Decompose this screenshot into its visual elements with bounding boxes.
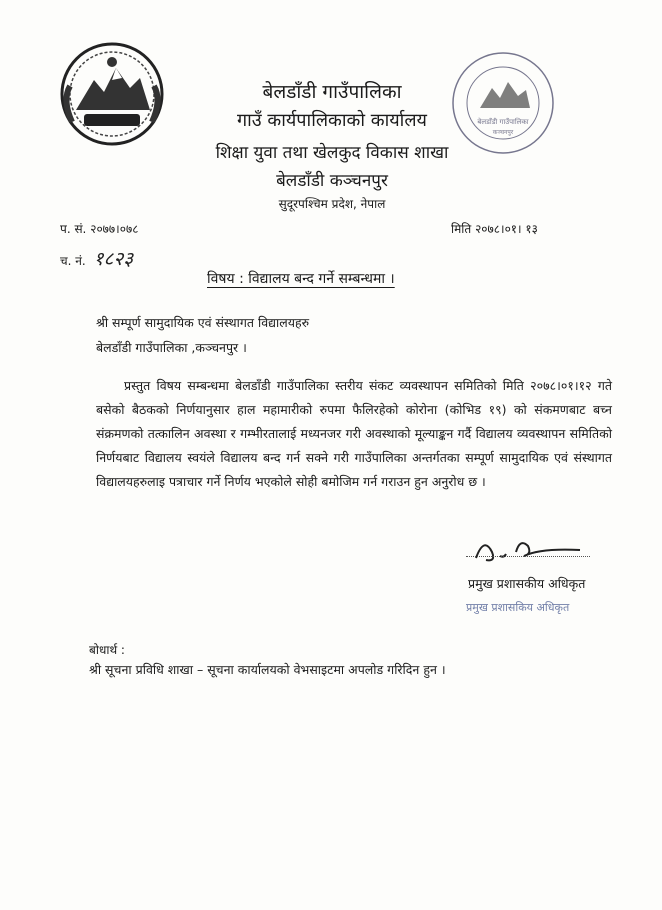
cc-label: बोधार्थ : bbox=[89, 643, 125, 657]
signatory-title: प्रमुख प्रशासकीय अधिकृत bbox=[468, 576, 586, 591]
date-label: मिति bbox=[451, 222, 472, 236]
ref-label: प. सं. bbox=[60, 222, 87, 236]
office-name: बेलडाँडी गाउँपालिका bbox=[262, 81, 402, 103]
svg-text:बेलडाँडी गाउँपालिका: बेलडाँडी गाउँपालिका bbox=[477, 118, 529, 126]
letter-ref-number bbox=[60, 220, 138, 237]
date-value: २०७८।०१। १३ bbox=[475, 222, 538, 236]
dispatch-number bbox=[60, 245, 133, 271]
letter-body: प्रस्तुत विषय सम्बन्धमा बेलडाँडी गाउँपालिका स्तरीय संकट व्यवस्थापन समितिको मिति २०७८।०१।१२ गते बसेको बैठकको निर्णयानुसार हाल महामारीको रुपमा फैलिरहेको कोरोना (कोभिड १९) को संकमणबाट बच्न संक्रमणको तत्कालिन अवस्था र गम्भीरतालाई मध्यनजर गरी अवस्थाको मूल्याङ्कन गर्दै विद्यालय व्यवस्थापन समितिको निर्णयबाट विद्यालय स्वयंले विद्यालय बन्द गर्न सक्ने गरी गाउँपालिका अन्तर्गतका सम्पूर्ण सामुदायिक एवं संस्थागत विद्यालयहरुलाइ पत्राचार गर्ने निर्णय भएकोले सोही बमोजिम गर्न गराउन हुन अनुरोध छ । bbox=[96, 378, 612, 489]
dispatch-value: १८२३ bbox=[93, 248, 134, 270]
addressee-line-2: बेलडाँडी गाउँपालिका ,कञ्चनपुर । bbox=[96, 340, 247, 355]
letter-subject: विषय : विद्यालय बन्द गर्ने सम्बन्धमा । bbox=[207, 271, 395, 287]
letter-date bbox=[451, 220, 538, 237]
handwritten-signature-icon bbox=[470, 528, 590, 574]
cc-line: श्री सूचना प्रविधि शाखा – सूचना कार्यालयको वेभसाइटमा अपलोड गरिदिन हुन । bbox=[89, 662, 446, 677]
office-subtitle: गाउँ कार्यपालिकाको कार्यालय bbox=[237, 110, 427, 131]
signature-line bbox=[466, 556, 590, 557]
office-province: सुदूरपश्चिम प्रदेश, नेपाल bbox=[278, 197, 386, 211]
dispatch-label: च. नं. bbox=[60, 254, 86, 268]
department-name: शिक्षा युवा तथा खेलकुद विकास शाखा bbox=[215, 143, 449, 163]
svg-text:कञ्चनपुर: कञ्चनपुर bbox=[492, 129, 514, 136]
office-location: बेलडाँडी कञ्चनपुर bbox=[276, 171, 388, 191]
ref-value: २०७७।०७८ bbox=[90, 222, 139, 236]
addressee-line-1: श्री सम्पूर्ण सामुदायिक एवं संस्थागत विद्यालयहरु bbox=[96, 315, 310, 330]
signatory-stamp: प्रमुख प्रशासकिय अधिकृत bbox=[466, 601, 570, 614]
